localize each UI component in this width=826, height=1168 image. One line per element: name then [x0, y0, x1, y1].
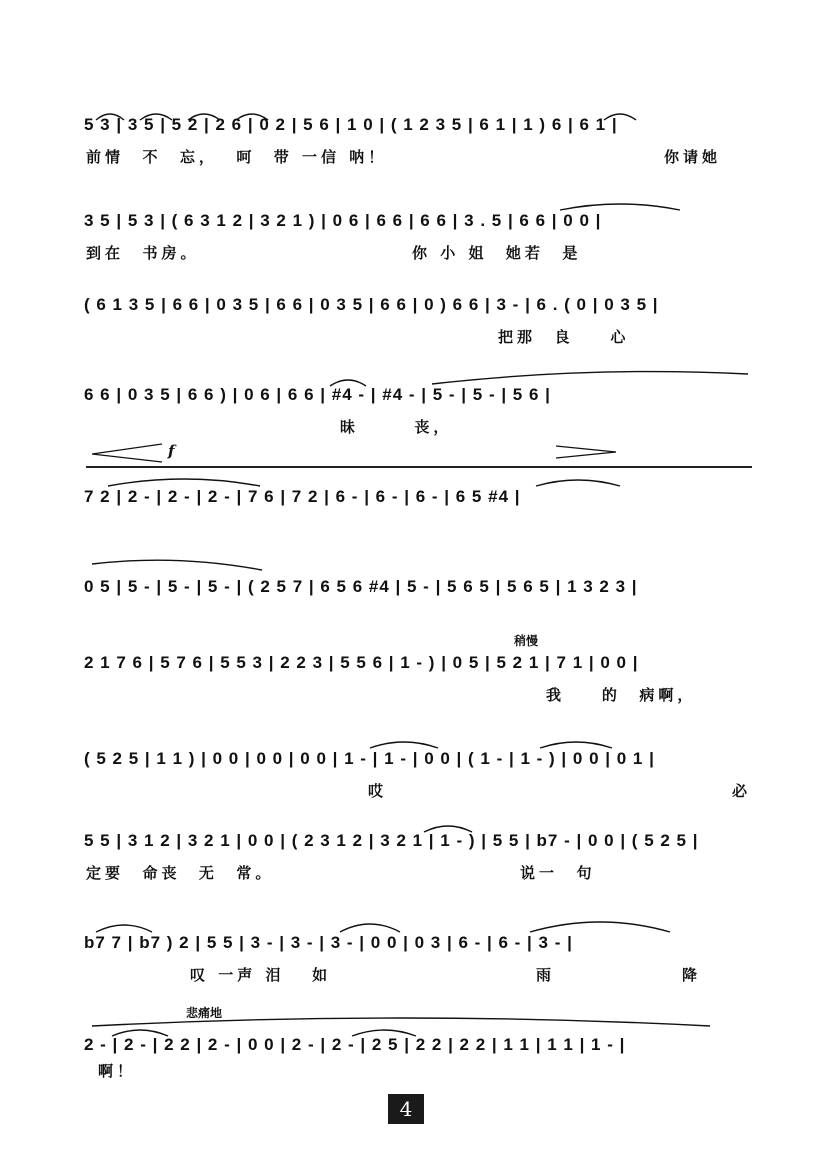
- notation-line: 2 1 7 6 | 5 7 6 | 5 5 3 | 2 2 3 | 5 5 6 | 1 - ) | 0 5 | 5 2 1 | 7 1 | 0 0 |: [84, 653, 639, 672]
- lyrics-line: [86, 780, 756, 802]
- notation-line: b7 7 | b7 ) 2 | 5 5 | 3 - | 3 - | 3 - | 0 0 | 0 3 | 6 - | 6 - | 3 - |: [84, 933, 573, 952]
- notation-line: 0 5 | 5 - | 5 - | 5 - | ( 2 5 7 | 6 5 6 #4 | 5 - | 5 6 5 | 5 6 5 | 1 3 2 3 |: [84, 577, 638, 596]
- notation-line: 6 6 | 0 3 5 | 6 6 ) | 0 6 | 6 6 | #4 - | #4 - | 5 - | 5 - | 5 6 |: [84, 385, 551, 404]
- lyrics-line: [86, 242, 756, 264]
- lyric-segment: 你请她: [664, 148, 722, 166]
- slur-marks: [0, 746, 826, 776]
- lyric-segment: 降: [682, 966, 702, 984]
- lyrics-line: [86, 1060, 756, 1082]
- lyric-segment: 雨: [536, 966, 556, 984]
- lyric-segment: 前情 不 忘， 呵 带 一信 呐！: [86, 148, 388, 166]
- slur-marks: [0, 1032, 826, 1062]
- lyrics-line: [86, 862, 756, 884]
- notation-line: 7 2 | 2 - | 2 - | 2 - | 7 6 | 7 2 | 6 - | 6 - | 6 - | 6 5 #4 |: [84, 487, 521, 506]
- lyric-segment: 必: [732, 782, 752, 800]
- tempo-marking: 悲痛地: [186, 1006, 223, 1020]
- dynamic-marking: f: [168, 442, 175, 460]
- crescendo-hairpin: [0, 382, 826, 462]
- lyric-segment: 定要 命丧 无 常。: [86, 864, 275, 882]
- slur-marks: [0, 112, 826, 142]
- lyrics-line: [86, 326, 756, 348]
- slur-marks: [0, 484, 826, 514]
- lyric-segment: 啊！: [98, 1062, 137, 1080]
- staff-divider-rule: [86, 466, 752, 468]
- lyric-segment: 昧 丧，: [340, 418, 453, 436]
- slur-marks: [0, 208, 826, 238]
- notation-line: ( 5 2 5 | 1 1 ) | 0 0 | 0 0 | 0 0 | 1 - | 1 - | 0 0 | ( 1 - | 1 - ) | 0 0 | 0 1 |: [84, 749, 655, 768]
- slur-marks: [0, 574, 826, 604]
- notation-line: 5 5 | 3 1 2 | 3 2 1 | 0 0 | ( 2 3 1 2 | 3 2 1 | 1 - ) | 5 5 | b7 - | 0 0 | ( 5 2 5 |: [84, 831, 699, 850]
- lyrics-line: [86, 964, 756, 986]
- lyric-segment: 叹 一声 泪 如: [190, 966, 332, 984]
- lyric-segment: 说一 句: [520, 864, 596, 882]
- notation-line: ( 6 1 3 5 | 6 6 | 0 3 5 | 6 6 | 0 3 5 | 6 6 | 0 ) 6 6 | 3 - | 6 . ( 0 | 0 3 5 |: [84, 295, 659, 314]
- lyric-segment: 我 的 病啊，: [546, 686, 697, 704]
- lyric-segment: 哎: [368, 782, 388, 800]
- page-number: 4: [388, 1094, 424, 1124]
- lyric-segment: 到在 书房。: [86, 244, 200, 262]
- notation-line: 5 3 | 3 5 | 5 2 | 2 6 | 0 2 | 5 6 | 1 0 | ( 1 2 3 5 | 6 1 | 1 ) 6 | 6 1 |: [84, 115, 618, 134]
- slur-marks: [0, 930, 826, 960]
- lyric-segment: 把那 良 心: [498, 328, 630, 346]
- slur-marks: [0, 828, 826, 858]
- notation-line: 2 - | 2 - | 2 2 | 2 - | 0 0 | 2 - | 2 - | 2 5 | 2 2 | 2 2 | 1 1 | 1 1 | 1 - |: [84, 1035, 626, 1054]
- lyric-segment: 你 小 姐 她若 是: [412, 244, 582, 262]
- tempo-marking: 稍慢: [514, 634, 539, 648]
- lyrics-line: [86, 146, 756, 168]
- lyrics-line: [86, 684, 756, 706]
- notation-line: 3 5 | 5 3 | ( 6 3 1 2 | 3 2 1 ) | 0 6 | 6 6 | 6 6 | 3 . 5 | 6 6 | 0 0 |: [84, 211, 602, 230]
